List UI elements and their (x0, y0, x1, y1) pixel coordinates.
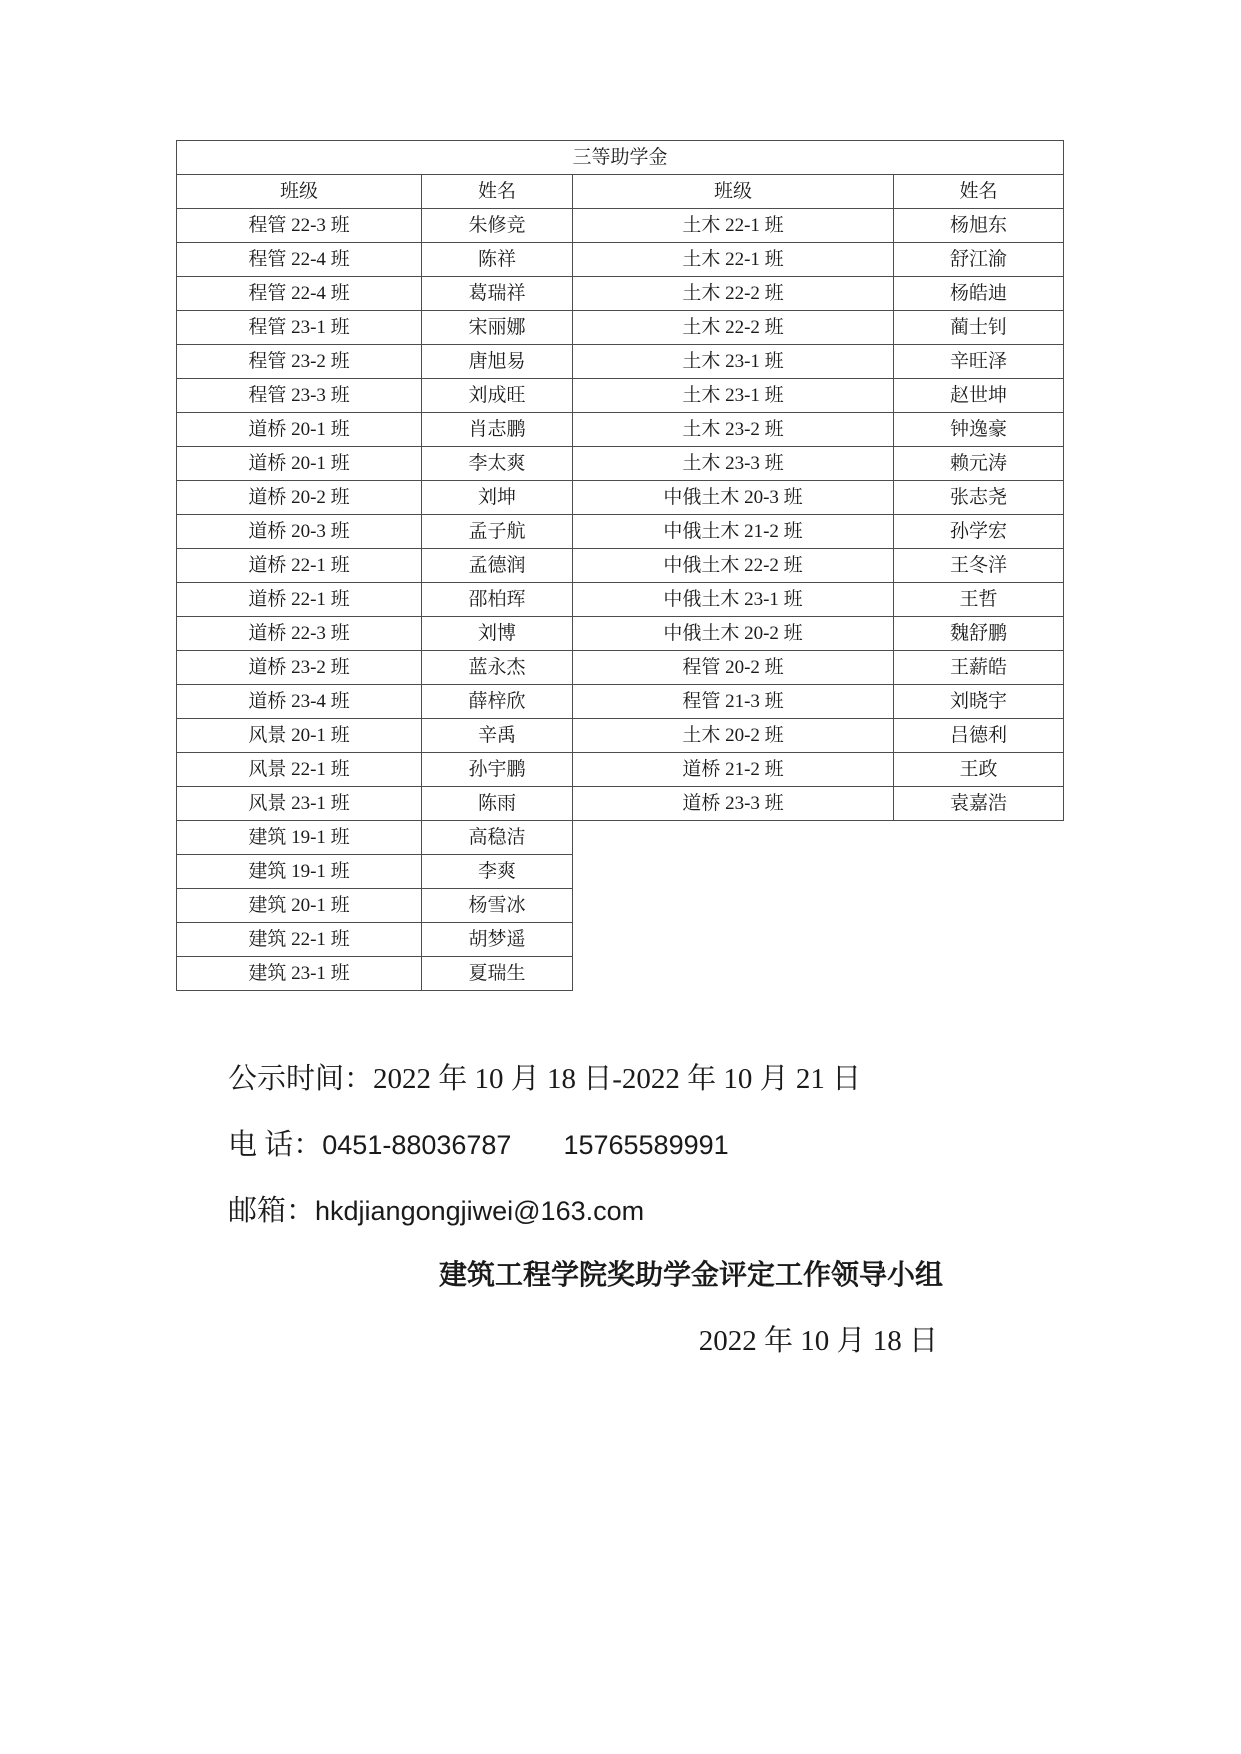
phone-label: 电 话： (228, 1129, 323, 1161)
class-cell: 道桥 20-2 班 (177, 481, 422, 515)
class-cell: 道桥 22-1 班 (177, 549, 422, 583)
name-cell: 王冬洋 (894, 549, 1064, 583)
class-cell: 建筑 19-1 班 (177, 855, 422, 889)
name-cell: 李爽 (422, 855, 573, 889)
column-header-4: 姓名 (894, 175, 1064, 209)
class-cell: 程管 22-4 班 (177, 243, 422, 277)
class-cell: 程管 23-3 班 (177, 379, 422, 413)
class-cell: 程管 23-2 班 (177, 345, 422, 379)
class-cell: 程管 20-2 班 (573, 651, 894, 685)
name-cell: 辛旺泽 (894, 345, 1064, 379)
column-header-3: 班级 (573, 175, 894, 209)
class-cell: 程管 23-1 班 (177, 311, 422, 345)
class-cell: 中俄土木 21-2 班 (573, 515, 894, 549)
class-cell: 建筑 20-1 班 (177, 889, 422, 923)
class-cell: 建筑 23-1 班 (177, 957, 422, 991)
class-cell: 建筑 22-1 班 (177, 923, 422, 957)
column-header-1: 班级 (177, 175, 422, 209)
class-cell: 道桥 23-2 班 (177, 651, 422, 685)
name-cell: 陈祥 (422, 243, 573, 277)
class-cell: 土木 22-2 班 (573, 277, 894, 311)
empty-region (894, 855, 1064, 889)
empty-region (573, 855, 894, 889)
class-cell: 土木 20-2 班 (573, 719, 894, 753)
name-cell: 杨雪冰 (422, 889, 573, 923)
name-cell: 朱修竞 (422, 209, 573, 243)
class-cell: 土木 23-1 班 (573, 345, 894, 379)
name-cell: 杨旭东 (894, 209, 1064, 243)
class-cell: 中俄土木 22-2 班 (573, 549, 894, 583)
empty-region (894, 821, 1064, 855)
name-cell: 李太爽 (422, 447, 573, 481)
name-cell: 杨皓迪 (894, 277, 1064, 311)
class-cell: 程管 21-3 班 (573, 685, 894, 719)
name-cell: 蔺士钊 (894, 311, 1064, 345)
class-cell: 道桥 20-1 班 (177, 447, 422, 481)
class-cell: 风景 20-1 班 (177, 719, 422, 753)
publicity-period-text: 公示时间：2022 年 10 月 18 日-2022 年 10 月 21 日 (228, 1063, 862, 1095)
name-cell: 钟逸豪 (894, 413, 1064, 447)
name-cell: 孟德润 (422, 549, 573, 583)
email-address: hkdjiangongjiwei@163.com (315, 1196, 645, 1226)
class-cell: 道桥 20-1 班 (177, 413, 422, 447)
name-cell: 袁嘉浩 (894, 787, 1064, 821)
empty-region (573, 889, 894, 923)
class-cell: 程管 22-3 班 (177, 209, 422, 243)
name-cell: 舒江渝 (894, 243, 1064, 277)
signature-date: 2022 年 10 月 18 日 (698, 1325, 938, 1357)
class-cell: 风景 22-1 班 (177, 753, 422, 787)
name-cell: 薛梓欣 (422, 685, 573, 719)
name-cell: 王哲 (894, 583, 1064, 617)
email-line (228, 1194, 644, 1229)
name-cell: 刘成旺 (422, 379, 573, 413)
class-cell: 道桥 22-3 班 (177, 617, 422, 651)
class-cell: 土木 22-1 班 (573, 209, 894, 243)
name-cell: 胡梦遥 (422, 923, 573, 957)
name-cell: 唐旭易 (422, 345, 573, 379)
name-cell: 蓝永杰 (422, 651, 573, 685)
scholarship-table (176, 140, 1064, 991)
name-cell: 孙宇鹏 (422, 753, 573, 787)
name-cell: 邵柏珲 (422, 583, 573, 617)
name-cell: 宋丽娜 (422, 311, 573, 345)
name-cell: 吕德利 (894, 719, 1064, 753)
email-label: 邮箱： (228, 1195, 316, 1227)
phone-number-1: 0451-88036787 (322, 1130, 512, 1160)
name-cell: 王薪皓 (894, 651, 1064, 685)
class-cell: 程管 22-4 班 (177, 277, 422, 311)
class-cell: 土木 22-2 班 (573, 311, 894, 345)
class-cell: 中俄土木 20-2 班 (573, 617, 894, 651)
name-cell: 葛瑞祥 (422, 277, 573, 311)
empty-region (573, 957, 894, 991)
name-cell: 刘晓宇 (894, 685, 1064, 719)
class-cell: 风景 23-1 班 (177, 787, 422, 821)
empty-region (573, 821, 894, 855)
name-cell: 陈雨 (422, 787, 573, 821)
name-cell: 赵世坤 (894, 379, 1064, 413)
name-cell: 张志尧 (894, 481, 1064, 515)
class-cell: 道桥 23-3 班 (573, 787, 894, 821)
name-cell: 王政 (894, 753, 1064, 787)
name-cell: 孟子航 (422, 515, 573, 549)
class-cell: 道桥 21-2 班 (573, 753, 894, 787)
column-header-2: 姓名 (422, 175, 573, 209)
class-cell: 道桥 23-4 班 (177, 685, 422, 719)
empty-region (573, 923, 894, 957)
class-cell: 中俄土木 20-3 班 (573, 481, 894, 515)
empty-region (894, 889, 1064, 923)
class-cell: 土木 23-1 班 (573, 379, 894, 413)
class-cell: 土木 23-3 班 (573, 447, 894, 481)
name-cell: 肖志鹏 (422, 413, 573, 447)
class-cell: 土木 23-2 班 (573, 413, 894, 447)
name-cell: 高稳洁 (422, 821, 573, 855)
class-cell: 建筑 19-1 班 (177, 821, 422, 855)
name-cell: 魏舒鹏 (894, 617, 1064, 651)
name-cell: 夏瑞生 (422, 957, 573, 991)
table-title: 三等助学金 (177, 141, 1064, 175)
phone-number-2: 15765589991 (563, 1130, 729, 1160)
class-cell: 土木 22-1 班 (573, 243, 894, 277)
name-cell: 赖元涛 (894, 447, 1064, 481)
empty-region (894, 923, 1064, 957)
name-cell: 辛禹 (422, 719, 573, 753)
class-cell: 道桥 22-1 班 (177, 583, 422, 617)
signature-text: 建筑工程学院奖助学金评定工作领导小组 (438, 1259, 943, 1290)
class-cell: 道桥 20-3 班 (177, 515, 422, 549)
empty-region (894, 957, 1064, 991)
name-cell: 刘坤 (422, 481, 573, 515)
name-cell: 孙学宏 (894, 515, 1064, 549)
phone-line (228, 1128, 729, 1163)
class-cell: 中俄土木 23-1 班 (573, 583, 894, 617)
name-cell: 刘博 (422, 617, 573, 651)
